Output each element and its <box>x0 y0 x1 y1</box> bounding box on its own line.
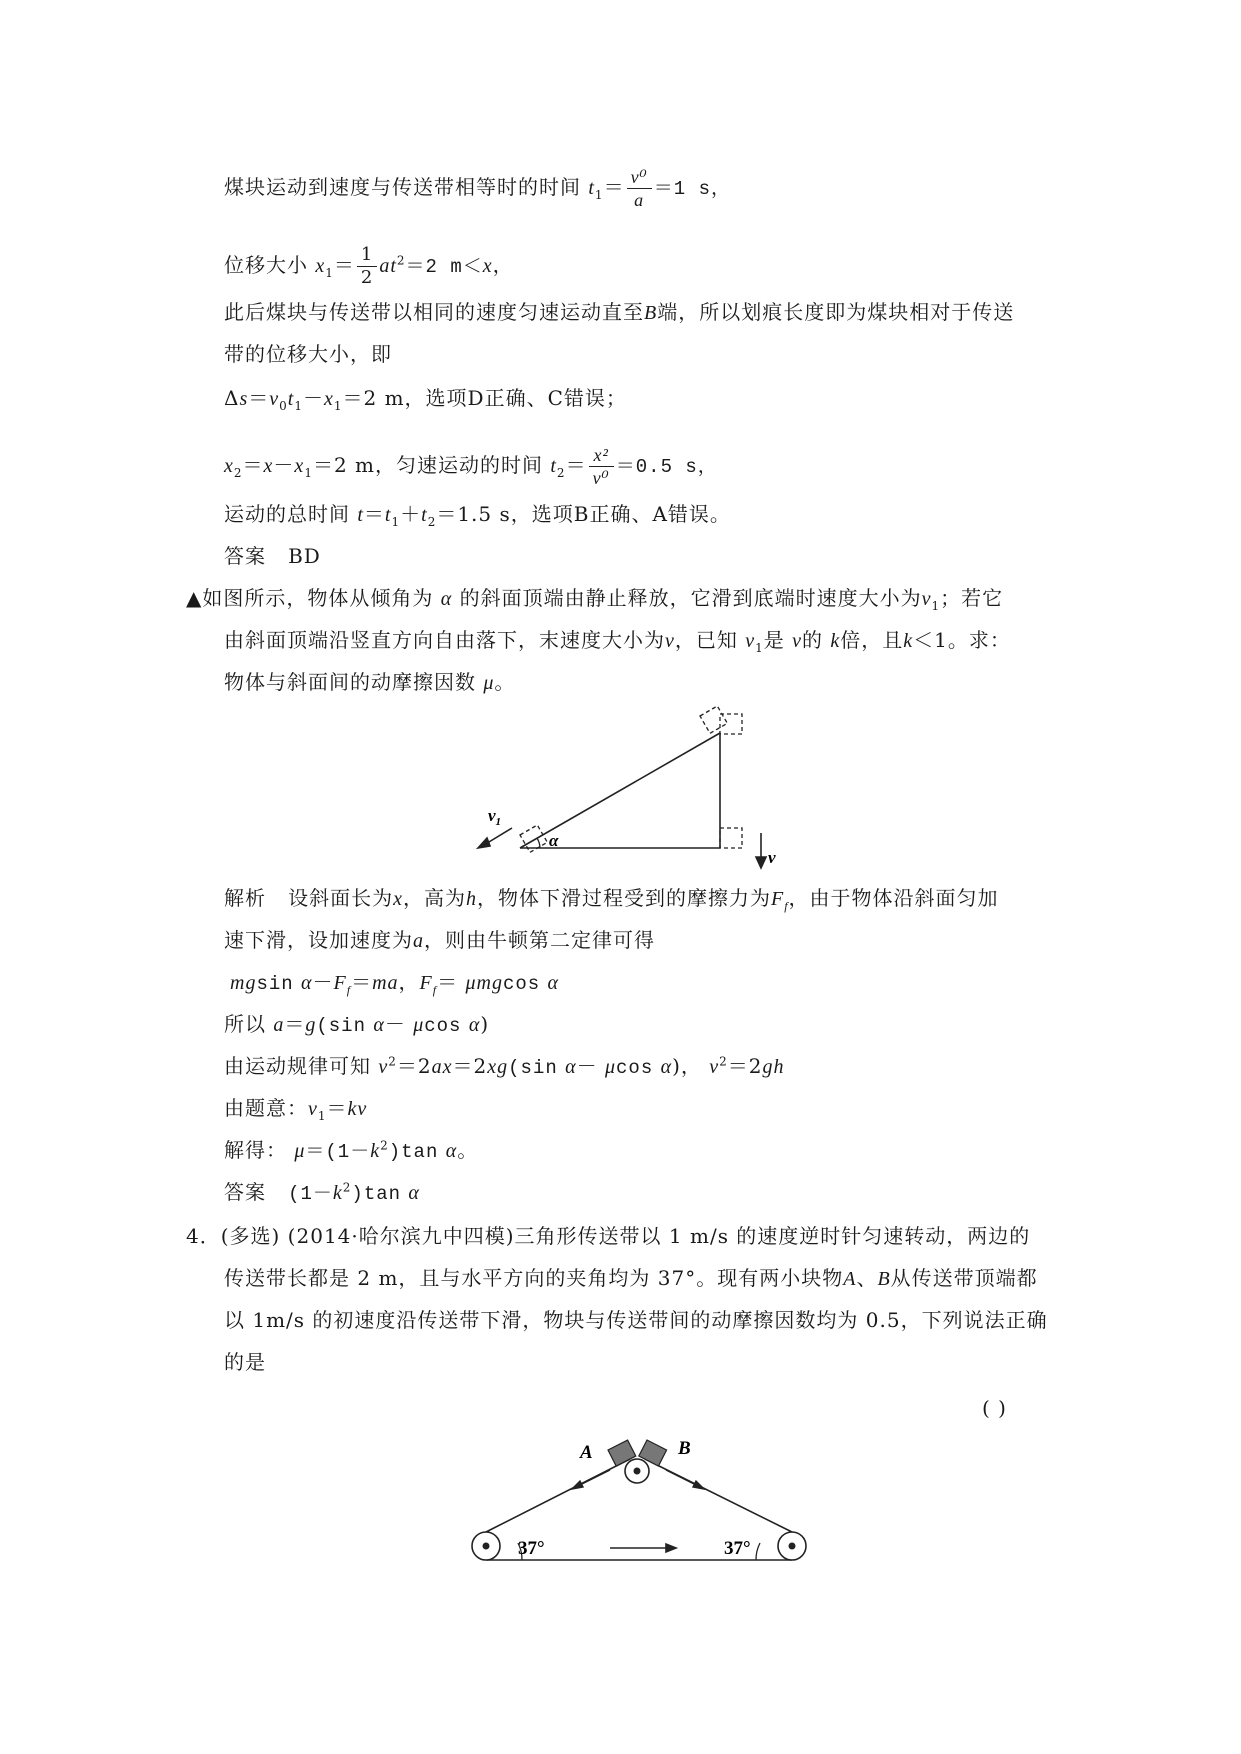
problem-line-1: ▲如图所示，物体从倾角为 α 的斜面顶端由静止释放，它滑到底端时速度大小为$v_1$；若它 <box>186 586 1004 613</box>
angle-arc-right <box>756 1543 760 1560</box>
arrow-v1-icon <box>478 828 512 848</box>
conveyor-diagram <box>470 1428 810 1568</box>
label-angle-left: 37° <box>518 1538 545 1559</box>
fraction: $\frac{\text{x²}}{\text{v⁰}}$ <box>589 444 614 489</box>
analysis-line-7: 解得： $\mu=(1-k^2)\tan$ α。 <box>224 1138 479 1163</box>
analysis-line-2: 速下滑，设加速度为a，则由牛顿第二定律可得 <box>224 928 655 952</box>
problem4-line-4: 的是 <box>224 1350 266 1374</box>
solution-line-5: $\Delta s=v_0t_1-x_1=2$ m，选项D正确、C错误； <box>224 386 627 413</box>
triangle-marker-icon: ▲ <box>186 586 203 610</box>
analysis-line-5: 由运动规律可知 $v^2=2ax=2xg(\sin$ α－ μcos α)， $v^2=2gh$ <box>224 1054 785 1079</box>
angle-arc <box>537 838 540 848</box>
arrow-B-icon <box>666 1470 704 1489</box>
incline-diagram <box>470 705 790 885</box>
fraction: $\frac{\text{v⁰}}{a}$ <box>627 166 652 211</box>
label-A: A <box>580 1442 593 1463</box>
solution-line-1: 煤块运动到速度与传送带相等时的时间 $t_1=$ $\frac{\text{v⁰}}{a}$ ＝1 s， <box>224 167 731 210</box>
label-v: v <box>768 848 776 867</box>
solution-line-7: 运动的总时间 $t=t_1+t_2=1.5$ s，选项B正确、A错误。 <box>224 502 731 529</box>
arrow-v-icon <box>756 833 766 868</box>
answer-line: 答案 BD <box>224 544 321 568</box>
pulley-top-icon <box>625 1459 649 1483</box>
pulley-left-icon <box>472 1532 500 1560</box>
answer-line-2: 答案 $(1-k^2)\tan$ α <box>224 1180 420 1205</box>
analysis-line-6: 由题意：$v_1=kv$ <box>224 1096 368 1123</box>
analysis-line-4: 所以 a＝g(sin α－ μcos α) <box>224 1012 490 1037</box>
analysis-line-1: 解析 设斜面长为x，高为h，物体下滑过程受到的摩擦力为$F_f$，由于物体沿斜面匀加 <box>224 886 999 913</box>
label-v1: $v_1$ <box>488 806 502 828</box>
solution-line-6: $x_2=x-x_1=2$ m，匀速运动的时间 $t_2=$ $\frac{\text{x²}}{\text{v⁰}}$ ＝0.5 s， <box>224 445 718 488</box>
solution-line-2: 位移大小 $x_1=$ $\frac{1}{2}$ $at^2=2$ m＜x， <box>224 244 514 288</box>
label-angle-right: 37° <box>724 1538 751 1559</box>
problem4-line-1: 4．(多选) (2014·哈尔滨九中四模)三角形传送带以 1 m/s 的速度逆时针匀速转动，两边的 <box>186 1224 1031 1248</box>
pulley-right-icon <box>778 1532 806 1560</box>
belt-direction-arrow-icon <box>610 1544 676 1552</box>
fraction-half: $\frac{1}{2}$ <box>357 244 377 289</box>
problem-line-2: 由斜面顶端沿竖直方向自由落下，末速度大小为v，已知 $v_1$是 v的 k倍，且k＜1。求： <box>224 628 1011 655</box>
answer-bracket: ( ) <box>982 1396 1007 1420</box>
problem-line-3: 物体与斜面间的动摩擦因数 μ。 <box>224 670 516 694</box>
solution-line-3: 此后煤块与传送带以相同的速度匀速运动直至B端，所以划痕长度即为煤块相对于传送 <box>224 300 1015 324</box>
problem4-line-3: 以 1m/s 的初速度沿传送带下滑，物块与传送带间的动摩擦因数均为 0.5，下列说法正确 <box>224 1308 1048 1332</box>
problem4-line-2: 传送带长都是 2 m，且与水平方向的夹角均为 37°。现有两小块物A、B从传送带顶端都 <box>224 1266 1038 1290</box>
label-alpha: α <box>549 831 559 850</box>
label-B: B <box>678 1438 691 1459</box>
solution-line-4: 带的位移大小，即 <box>224 342 392 366</box>
analysis-line-3: mgsin $\alpha-F_f=ma$，$F_f= \mu mgcos$ α <box>230 970 560 997</box>
arrow-A-icon <box>572 1470 610 1489</box>
